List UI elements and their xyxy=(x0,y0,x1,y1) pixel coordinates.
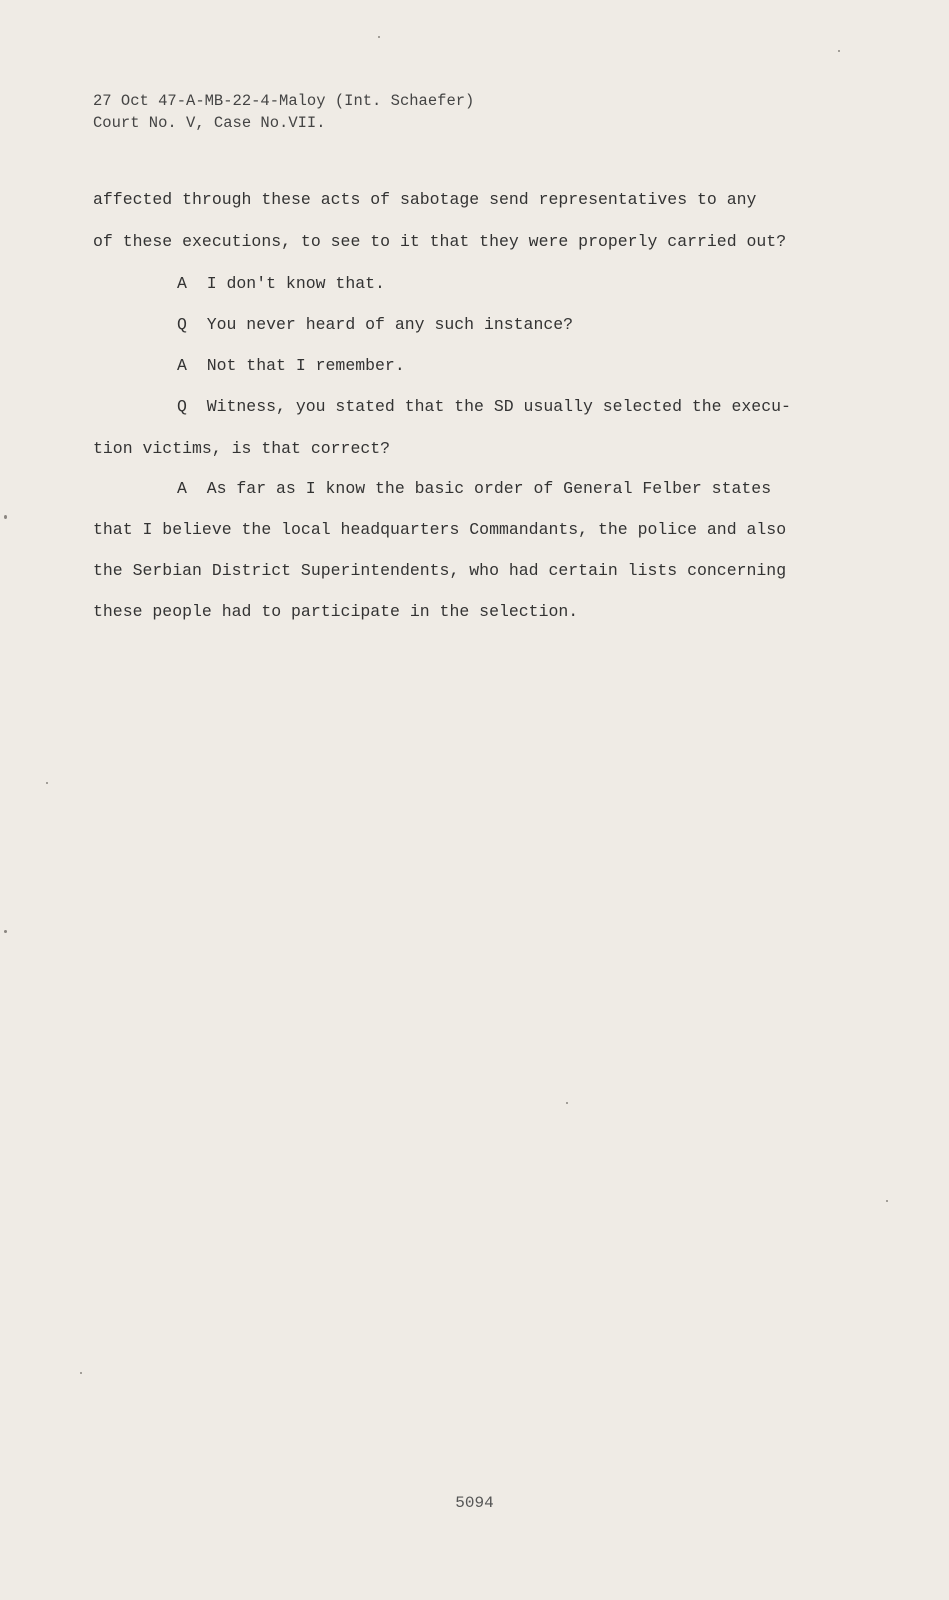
document-header xyxy=(93,90,474,134)
page-number: 5094 xyxy=(455,1494,494,1512)
paper-speck xyxy=(886,1200,888,1202)
header-court-info: Court No. V, Case No.VII. xyxy=(93,114,326,132)
paper-speck xyxy=(566,1102,568,1104)
transcript-line: affected through these acts of sabotage send representatives to any xyxy=(93,190,757,209)
transcript-question: Q Witness, you stated that the SD usually selected the execu- xyxy=(177,397,791,416)
transcript-answer: A I don't know that. xyxy=(177,274,385,293)
transcript-line: these people had to participate in the selection. xyxy=(93,602,579,621)
paper-speck xyxy=(46,782,48,784)
transcript-question: Q You never heard of any such instance? xyxy=(177,315,574,334)
transcript-line: tion victims, is that correct? xyxy=(93,439,391,458)
paper-speck xyxy=(4,930,7,933)
transcript-line: that I believe the local headquarters Commandants, the police and also xyxy=(93,520,787,539)
paper-speck xyxy=(378,36,380,38)
paper-speck xyxy=(838,50,840,52)
paper-speck xyxy=(80,1372,82,1374)
transcript-answer: A As far as I know the basic order of General Felber states xyxy=(177,479,772,498)
transcript-answer: A Not that I remember. xyxy=(177,356,405,375)
paper-speck xyxy=(4,515,7,519)
transcript-line: of these executions, to see to it that they were properly carried out? xyxy=(93,232,787,251)
transcript-line: the Serbian District Superintendents, who had certain lists concerning xyxy=(93,561,787,580)
header-case-reference: 27 Oct 47-A-MB-22-4-Maloy (Int. Schaefer) xyxy=(93,92,475,110)
